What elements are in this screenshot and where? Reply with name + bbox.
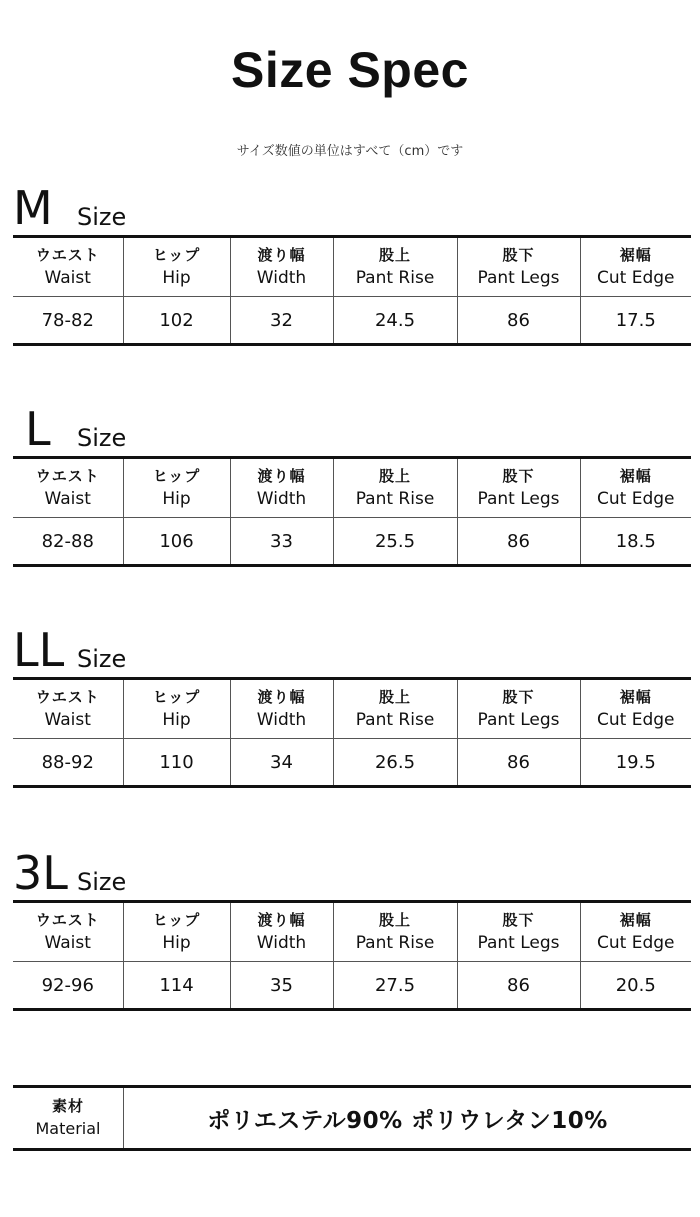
size-word: Size xyxy=(77,203,127,231)
value-pant-rise: 24.5 xyxy=(333,297,457,345)
size-letter: LL xyxy=(13,623,65,677)
header-pant-rise: 股上 Pant Rise xyxy=(333,902,457,962)
material-value: ポリエステル90% ポリウレタン10% xyxy=(207,1107,608,1134)
header-cut-edge: 裾幅 Cut Edge xyxy=(580,458,691,518)
header-width: 渡り幅 Width xyxy=(230,902,333,962)
header-hip: ヒップ Hip xyxy=(123,237,230,297)
header-row xyxy=(13,237,691,297)
page-title: Size Spec xyxy=(231,42,469,98)
value-cut-edge: 19.5 xyxy=(580,739,691,787)
header-waist: ウエスト Waist xyxy=(13,458,123,518)
header-row xyxy=(13,679,691,739)
header-row xyxy=(13,458,691,518)
header-cut-edge: 裾幅 Cut Edge xyxy=(580,679,691,739)
value-cut-edge: 17.5 xyxy=(580,297,691,345)
header-cut-edge: 裾幅 Cut Edge xyxy=(580,237,691,297)
header-hip: ヒップ Hip xyxy=(123,902,230,962)
value-cut-edge: 18.5 xyxy=(580,518,691,566)
header-hip: ヒップ Hip xyxy=(123,679,230,739)
header-row xyxy=(13,902,691,962)
value-pant-legs: 86 xyxy=(457,962,580,1010)
header-waist: ウエスト Waist xyxy=(13,237,123,297)
size-table xyxy=(13,900,691,1011)
header-waist: ウエスト Waist xyxy=(13,679,123,739)
header-pant-legs: 股下 Pant Legs xyxy=(457,679,580,739)
material-row xyxy=(13,1087,691,1150)
size-letter: L xyxy=(25,402,51,456)
size-section-l xyxy=(13,401,691,567)
table-row xyxy=(13,297,691,345)
header-pant-rise: 股上 Pant Rise xyxy=(333,458,457,518)
unit-note: サイズ数値の単位はすべて（cm）です xyxy=(236,144,464,159)
value-width: 33 xyxy=(230,518,333,566)
header-pant-legs: 股下 Pant Legs xyxy=(457,902,580,962)
size-letter: M xyxy=(13,181,53,235)
material-label-jp: 素材 xyxy=(51,1097,84,1115)
size-word: Size xyxy=(77,645,127,673)
size-section-ll xyxy=(13,622,691,788)
value-hip: 106 xyxy=(123,518,230,566)
material-label-en: Material xyxy=(35,1119,101,1138)
size-table xyxy=(13,235,691,346)
size-table xyxy=(13,456,691,567)
material-label xyxy=(13,1087,124,1150)
value-pant-rise: 25.5 xyxy=(333,518,457,566)
value-pant-legs: 86 xyxy=(457,518,580,566)
value-width: 34 xyxy=(230,739,333,787)
size-word: Size xyxy=(77,868,127,896)
header-width: 渡り幅 Width xyxy=(230,458,333,518)
header-pant-legs: 股下 Pant Legs xyxy=(457,458,580,518)
header-pant-rise: 股上 Pant Rise xyxy=(333,237,457,297)
value-hip: 114 xyxy=(123,962,230,1010)
header-hip: ヒップ Hip xyxy=(123,458,230,518)
value-hip: 102 xyxy=(123,297,230,345)
header-pant-legs: 股下 Pant Legs xyxy=(457,237,580,297)
size-section-3l xyxy=(13,845,691,1011)
size-letter: 3L xyxy=(13,846,68,900)
value-cut-edge: 20.5 xyxy=(580,962,691,1010)
header-waist: ウエスト Waist xyxy=(13,902,123,962)
value-waist: 82-88 xyxy=(41,530,94,552)
size-table xyxy=(13,677,691,788)
value-pant-legs: 86 xyxy=(457,739,580,787)
value-waist: 78-82 xyxy=(41,309,94,331)
value-waist: 88-92 xyxy=(41,751,94,773)
value-pant-rise: 26.5 xyxy=(333,739,457,787)
size-heading xyxy=(13,401,691,456)
header-pant-rise: 股上 Pant Rise xyxy=(333,679,457,739)
size-heading xyxy=(13,622,691,677)
header-cut-edge: 裾幅 Cut Edge xyxy=(580,902,691,962)
table-row xyxy=(13,739,691,787)
header-width: 渡り幅 Width xyxy=(230,237,333,297)
value-pant-rise: 27.5 xyxy=(333,962,457,1010)
size-word: Size xyxy=(77,424,127,452)
value-width: 35 xyxy=(230,962,333,1010)
size-section-m xyxy=(13,180,691,346)
value-waist: 92-96 xyxy=(41,974,94,996)
value-width: 32 xyxy=(230,297,333,345)
size-heading xyxy=(13,845,691,900)
value-pant-legs: 86 xyxy=(457,297,580,345)
material-table xyxy=(13,1085,691,1151)
table-row xyxy=(13,518,691,566)
value-hip: 110 xyxy=(123,739,230,787)
header-width: 渡り幅 Width xyxy=(230,679,333,739)
size-heading xyxy=(13,180,691,235)
table-row xyxy=(13,962,691,1010)
